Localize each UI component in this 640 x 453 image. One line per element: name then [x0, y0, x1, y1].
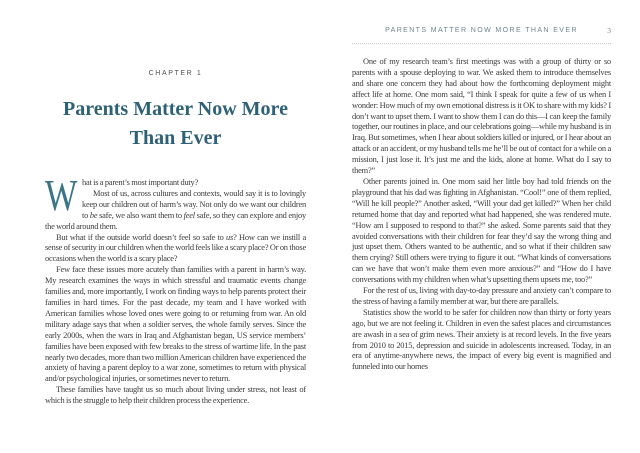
- paragraph: Few face these issues more acutely than families with a parent in harm’s way. My research examines the ways in which stressful and traumatic events change families and, more importantly, I work on finding ways to help parents protect their families in hard times. For the past decade, my team and I have worked with American families whose loved ones were going to or returning from war. An old military adage says that when a soldier serves, the whole family serves. Since the early 2000s, when the wars in Iraq and Afghanistan began, US service members’ families have been exposed with few breaks to the stress of wartime life. In the past nearly two decades, more than two million American children have experienced the anxiety of having a parent deploy to a war zone, sometimes to return with physical and/or psychological injuries, or sometimes never to return.: [45, 265, 306, 384]
- left-page-body: [45, 171, 306, 407]
- chapter-title: [45, 95, 306, 153]
- right-page: [352, 0, 611, 453]
- paragraph: For the rest of us, living with day-to-day pressure and anxiety can’t compare to the stress of having a family member at war, but there are parallels.: [352, 286, 611, 306]
- paragraph: These families have taught us so much about living under stress, not least of which is the struggle to help their children process the experience.: [45, 385, 306, 406]
- drop-cap: W: [45, 171, 78, 220]
- paragraph: One of my research team’s first meetings was with a group of thirty or so parents with a spouse deploying to war. We asked them to introduce themselves and share one concern they had about how the forthcoming deployment might affect life at home. One mom said, “I think I speak for quite a few of us when I wonder: How much of my own emotional distress is it OK to share with my kids? I don’t want to upset them. I want to show them I can do this—I can keep the family together, our routines in place, and our celebrations going—while my husband is in Iraq. But sometimes, when I hear about soldiers killed or injured, or I hear about an attack or an accident, or my husband tells me he’ll be out of contact for a while on a mission, I just lose it. It’s just me and the kids, alone at home. What do I say to them?”: [352, 57, 611, 176]
- right-page-body: [352, 57, 611, 373]
- paragraph: Most of us, across cultures and contexts, would say it is to lovingly keep our children out of harm’s way. Not only do we want our children to be safe, we also want them to feel safe, so they can explore and enjoy the world around them.: [45, 188, 306, 231]
- chapter-label: CHAPTER 1: [148, 70, 203, 77]
- running-header-title: PARENTS MATTER NOW MORE THAN EVER: [385, 27, 578, 34]
- chapter-title-line-2: Than Ever: [129, 127, 222, 149]
- page-number: 3: [607, 26, 611, 35]
- paragraph: Other parents joined in. One mom said her little boy had told friends on the playground that his dad was fighting in Afghanistan. “Cool!” one of them replied, “Will he kill people?” Another asked, “Will your dad get killed?” When her child returned home that day and reported what had happened, she was rendered mute. “How am I supposed to respond to that?” she asked. Some parents said that they avoided conversations with their children for fear they’d say the wrong thing and just upset them. Others wanted to be authentic, and so what if their children saw them crying? Still others were trying to figure it out. “What kinds of conversations can we have that won’t make them even more anxious?” and “How do I have conversations with my children when what’s upsetting them upsets me, too?”: [352, 176, 611, 285]
- left-page: [45, 0, 306, 453]
- running-header: [352, 27, 611, 44]
- chapter-title-line-1: Parents Matter Now More: [63, 98, 288, 120]
- paragraph: But what if the outside world doesn’t feel so safe to us? How can we instill a sense of security in our children when the world feels like a scary place? Or on those occasions when the world is a scary place?: [45, 232, 306, 264]
- paragraph: Statistics show the world to be safer for children now than thirty or forty years ago, but we are not feeling it. Children in even the safest places and circumstances are awash in a sea of grim news. Their anxiety is at record levels. In the five years from 2010 to 2015, depression and suicide in adolescents increased. Today, in an era of anytime-anywhere news, the impact of every big event is magnified and funneled into our homes: [352, 307, 611, 372]
- paragraph: hat is a parent’s most important duty?: [82, 178, 199, 187]
